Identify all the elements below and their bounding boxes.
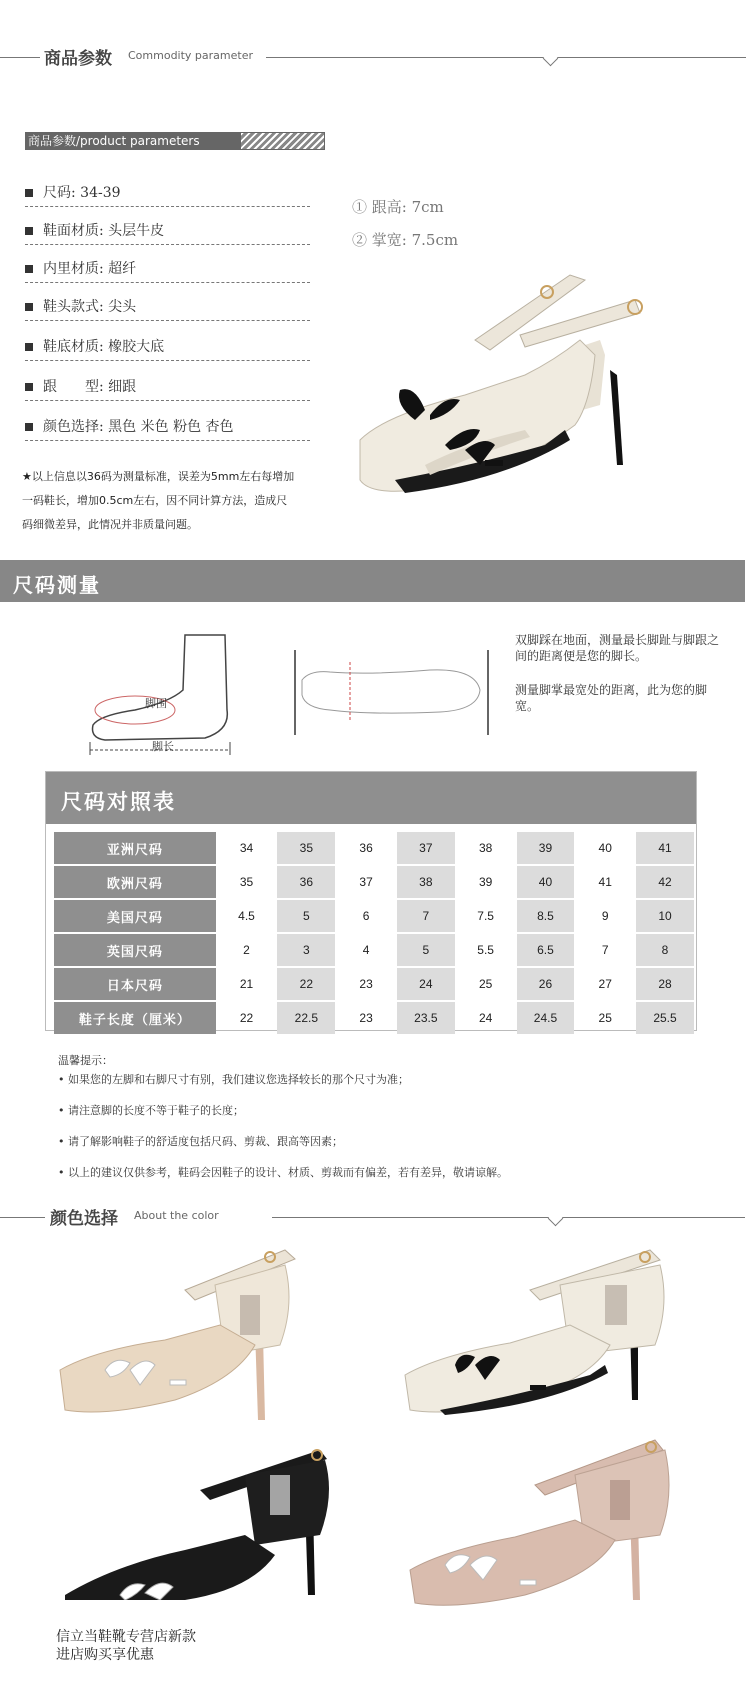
size-measure-banner: [0, 560, 745, 602]
size-cell: 27: [598, 977, 612, 991]
shoe-image-beige: [400, 1245, 690, 1425]
product-params-bar: [25, 132, 325, 150]
note-line: 一码鞋长，增加0.5cm左右，因不同计算方法，造成尺: [22, 494, 288, 507]
section-title-zh: 颜色选择: [50, 1209, 118, 1229]
size-cell: 3: [277, 934, 335, 966]
size-cell: 37: [397, 832, 455, 864]
tip-item: • 请注意脚的长度不等于鞋子的长度；: [58, 1104, 244, 1117]
size-row: [54, 1002, 694, 1034]
size-cell: 36: [277, 866, 335, 898]
measure-text-width: 测量脚掌最宽处的距离，此为您的脚宽。: [515, 683, 708, 713]
watermark-line: 信立当鞋靴专营店新款: [56, 1629, 196, 1645]
foot-top-diagram: [290, 650, 495, 735]
stripe-decoration: [240, 132, 325, 150]
measure-text-length: 双脚踩在地面，测量最长脚趾与脚跟之间的距离便是您的脚长。: [515, 633, 720, 663]
param-row: [25, 220, 310, 245]
section-title-en: About the color: [134, 1209, 219, 1222]
size-cell: 35: [277, 832, 335, 864]
size-cell: 40: [517, 866, 575, 898]
section-title-en: Commodity parameter: [128, 49, 254, 62]
size-row-label: 美国尺码: [54, 900, 216, 932]
size-cell: 41: [598, 875, 612, 889]
size-cell: 24.5: [517, 1002, 575, 1034]
spec-sole-width: ② 掌宽: 7.5cm: [352, 231, 459, 249]
size-cell: 6.5: [517, 934, 575, 966]
size-row: [54, 900, 694, 932]
size-row: [54, 968, 694, 1000]
param-row: [25, 258, 310, 283]
size-cell: 39: [478, 875, 493, 889]
size-cell: 41: [636, 832, 694, 864]
size-cell: 39: [517, 832, 575, 864]
size-cell: 6: [362, 909, 370, 923]
param-row: [25, 376, 310, 401]
param-text: 跟 型: 细跟: [43, 379, 137, 395]
size-cell: 22: [277, 968, 335, 1000]
shoe-image-apricot: [55, 1245, 315, 1425]
size-row: [54, 866, 694, 898]
size-note: [22, 465, 332, 537]
param-text: 内里材质: 超纤: [43, 261, 137, 277]
foot-width-label: 脚围: [145, 697, 167, 710]
size-cell: 38: [478, 841, 493, 855]
size-cell: 28: [636, 968, 694, 1000]
size-row-label: 日本尺码: [54, 968, 216, 1000]
section-title-params: [0, 35, 750, 75]
size-cell: 7: [397, 900, 455, 932]
size-cell: 37: [359, 875, 373, 889]
tip-item: • 以上的建议仅供参考，鞋码会因鞋子的设计、材质、剪裁而有偏差，若有差异，敬请谅解。: [58, 1166, 508, 1179]
size-cell: 4.5: [238, 909, 255, 923]
size-cell: 23.5: [397, 1002, 455, 1034]
param-row: [25, 182, 310, 207]
param-text: 鞋头款式: 尖头: [43, 299, 137, 315]
param-text: 尺码: 34-39: [43, 185, 121, 201]
shoe-image-black: [65, 1445, 335, 1600]
size-cell: 35: [239, 875, 254, 889]
size-cell: 25.5: [636, 1002, 694, 1034]
param-text: 颜色选择: 黑色 米色 粉色 杏色: [43, 419, 234, 435]
size-cell: 8.5: [517, 900, 575, 932]
product-params-bar-label: 商品参数/product parameters: [28, 134, 200, 148]
size-cell: 25: [478, 977, 493, 991]
size-cell: 5: [277, 900, 335, 932]
size-chart-header: [46, 772, 696, 824]
size-cell: 5.5: [477, 943, 494, 957]
size-cell: 24: [397, 968, 455, 1000]
size-cell: 38: [397, 866, 455, 898]
shoe-image-pink: [405, 1425, 690, 1610]
size-cell: 22.5: [277, 1002, 335, 1034]
size-cell: 24: [478, 1011, 493, 1025]
size-cell: 7.5: [477, 909, 494, 923]
param-row: [25, 296, 310, 321]
size-cell: 42: [636, 866, 694, 898]
size-chart-title: 尺码对照表: [61, 789, 176, 814]
param-text: 鞋底材质: 橡胶大底: [43, 339, 165, 355]
size-cell: 36: [359, 841, 373, 855]
watermark-line: 进店购买享优惠: [56, 1647, 154, 1663]
size-cell: 10: [636, 900, 694, 932]
size-cell: 23: [359, 977, 373, 991]
size-cell: 26: [517, 968, 575, 1000]
size-measure-title: 尺码测量: [13, 573, 101, 597]
size-row: [54, 934, 694, 966]
size-cell: 40: [598, 841, 612, 855]
size-cell: 25: [598, 1011, 612, 1025]
size-row-label: 鞋子长度（厘米）: [54, 1002, 216, 1034]
size-cell: 23: [359, 1011, 373, 1025]
section-title-colors: [0, 1195, 750, 1235]
param-row: [25, 336, 310, 361]
size-cell: 2: [243, 943, 250, 957]
note-line: ★以上信息以36码为测量标准，误差为5mm左右每增加: [22, 470, 295, 483]
tip-item: • 请了解影响鞋子的舒适度包括尺码、剪裁、跟高等因素；: [58, 1135, 343, 1148]
foot-length-label: 脚长: [152, 740, 174, 753]
tip-item: • 如果您的左脚和右脚尺寸有别，我们建议您选择较长的那个尺寸为准；: [58, 1073, 409, 1086]
size-cell: 8: [636, 934, 694, 966]
shoe-image-beige-black-bow: [355, 265, 695, 520]
store-watermark: [56, 1628, 236, 1664]
size-cell: 34: [239, 841, 254, 855]
size-row-label: 英国尺码: [54, 934, 216, 966]
size-chart: [45, 771, 697, 1031]
size-row: [54, 832, 694, 864]
tips-heading: 温馨提示：: [58, 1054, 113, 1067]
param-text: 鞋面材质: 头层牛皮: [43, 223, 165, 239]
size-cell: 4: [362, 943, 370, 957]
size-cell: 21: [239, 977, 254, 991]
param-row: [25, 416, 310, 441]
size-cell: 22: [239, 1011, 254, 1025]
note-line: 码细微差异，此情况并非质量问题。: [22, 518, 198, 531]
size-cell: 7: [601, 943, 609, 957]
size-row-label: 亚洲尺码: [54, 832, 216, 864]
size-chart-table: [52, 830, 696, 1036]
size-row-label: 欧洲尺码: [54, 866, 216, 898]
section-title-zh: 商品参数: [44, 49, 112, 69]
size-cell: 5: [397, 934, 455, 966]
spec-heel-height: ① 跟高: 7cm: [352, 198, 444, 216]
size-cell: 9: [601, 909, 609, 923]
